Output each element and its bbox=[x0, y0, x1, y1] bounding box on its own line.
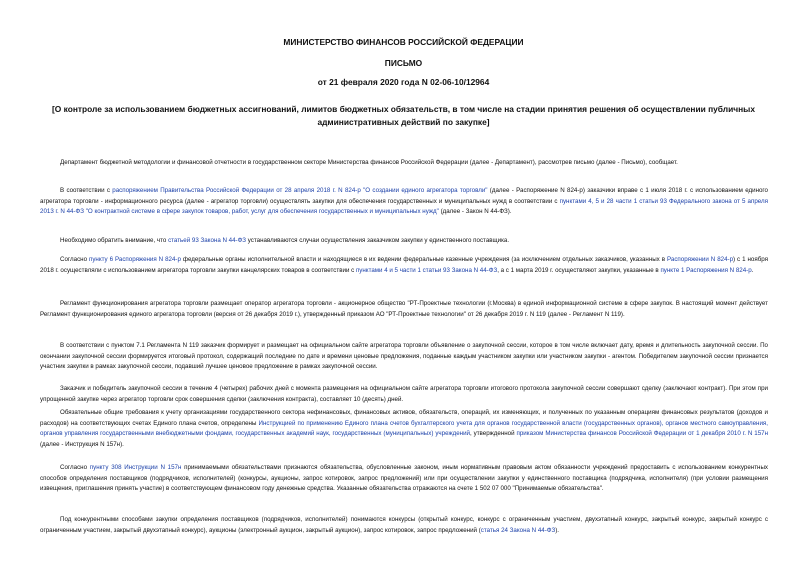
paragraph-text: устанавливаются случаи осуществления заказчиком закупки у единственного поставщика. bbox=[246, 237, 510, 244]
document-type-heading: ПИСЬМО bbox=[384, 58, 423, 68]
paragraph-text: В соответствии с пунктом 7.1 Регламента N 119 заказчик формирует и размещает на официальном сайте агрегатора торговли объявление о закупочной сессии, которое в том числе включает дату, время и длительность закупочной сессии. По окончании закупочной сессии формируется итоговый протокол, содержащий последние по дате и времени ценовые предложения, поданные каждым участником закупки или участником закупки - агентом. Победителем закупочной сессии признается участник закупки в рамках закупочной сессии, подавший лучшее ценовое предложение в рамках закупочной сессии. bbox=[40, 342, 768, 371]
paragraph bbox=[40, 299, 768, 320]
paragraph-text: Необходимо обратить внимание, что bbox=[60, 237, 169, 244]
document-link[interactable]: статья 24 Закона N 44-ФЗ bbox=[480, 526, 556, 534]
paragraph bbox=[40, 515, 768, 536]
paragraph-text: Под конкурентными способами закупки определения поставщиков (подрядчиков, исполнителей) понимаются конкурсы (открытый конкурс, конкурс с ограниченным участием, двухэтапный конкурс, закрытый конкурс, закрытый конкурс с ограниченным участием, закрытый двухэтапный конкурс), аукционы (электронный аукцион, закрытый аукцион), запрос котировок, запрос предложений ( bbox=[40, 516, 768, 534]
paragraph-text: (далее - Распоряжение N 824-р) заказчики вправе с 1 июля 2018 г. с использованием единого агрегатора торговли - информационного ресурса (далее - агрегатор торговли) осуществлять закупки для обеспечения государственных и муниципальных нужд в соответствии с bbox=[40, 187, 768, 205]
paragraph-text: , утвержденной bbox=[469, 430, 517, 438]
document-link[interactable]: приказом Министерства финансов Российской Федерации от 1 декабря 2010 г. N 157н bbox=[516, 430, 768, 438]
document-link[interactable]: статьей 93 Закона N 44-ФЗ bbox=[168, 237, 247, 244]
document-link[interactable]: Инструкцией по применению Единого плана счетов бухгалтерского учета для органов государственной власти (государственных органов), органов местного самоуправления, органов управления государственными внебюджетными фондами, государственных академий наук, государственных (муниципальных) учреждений bbox=[40, 419, 769, 438]
paragraph-text: (далее - Инструкция N 157н). bbox=[40, 440, 124, 448]
document-link[interactable]: пункту 308 Инструкции N 157н bbox=[89, 464, 182, 471]
paragraph-text: , а с 1 марта 2019 г. осуществляют закупки, указанные в bbox=[497, 266, 661, 274]
paragraph-text: федеральные органы исполнительной власти и находящиеся в их ведении федеральные казенные учреждения (за исключением отдельных заказчиков, указанных в bbox=[180, 256, 667, 263]
document-link[interactable]: пункте 1 Распоряжения N 824-р bbox=[660, 266, 752, 274]
paragraph-text: Согласно bbox=[60, 256, 89, 263]
paragraph-text: (далее - Закон N 44-ФЗ). bbox=[438, 208, 512, 216]
paragraph-text: Согласно bbox=[60, 464, 90, 471]
paragraph-text: В соответствии с bbox=[60, 187, 113, 194]
document-date-number: от 21 февраля 2020 года N 02-06-10/12964 bbox=[317, 77, 490, 87]
document-subject: [О контроле за использованием бюджетных ассигнований, лимитов бюджетных обязательств, в том числе на стадии принятия решения об осуществлении публичных административных действий по закупке] bbox=[52, 104, 755, 127]
paragraph bbox=[40, 384, 768, 405]
paragraph bbox=[40, 408, 768, 450]
paragraph-text: принимаемыми обязательствами признаются обязательства, обусловленные законом, иным нормативным правовым актом обязанности учреждений предоставить с использованием конкурентных способов определения поставщиков (подрядчиков, исполнителей) (конкурсы, аукционы, запрос котировок, запрос предложений) или при осуществлении закупки у единственного поставщика (подрядчика, исполнителя) (при условии размещения извещения, приглашения принять участие) в соответствующем финансовом году денежные средства. Указанные обязательства отражаются на счете 1 502 07 000 "Принимаемые обязательства". bbox=[40, 464, 768, 493]
document-link[interactable]: пунктами 4, 5 и 28 части 1 статьи 93 Федерального закона от 5 апреля 2013 г. N 44-ФЗ "О контрактной системе в сфере закупок товаров, работ, услуг для обеспечения государственных и муниципальных нужд" bbox=[40, 197, 768, 216]
document-link[interactable]: распоряжением Правительства Российской Федерации от 28 апреля 2018 г. N 824-р "О создании единого агрегатора торговли" bbox=[112, 187, 488, 194]
paragraph-text: Заказчик и победитель закупочной сессии в течение 4 (четырех) рабочих дней с момента размещения на официальном сайте агрегатора торговли итогового протокола закупочной сессии совершают сделку (заключают контракт). При этом при упрощенной закупке через агрегатор торговли срок совершения сделки (заключения контракта), составляет 10 (десять) дней. bbox=[40, 385, 768, 403]
paragraph bbox=[40, 463, 768, 495]
document-link[interactable]: пунктами 4 и 5 части 1 статьи 93 Закона N 44-ФЗ bbox=[355, 266, 498, 274]
paragraph bbox=[40, 186, 768, 218]
paragraph-text: ) с 1 ноября 2018 г. осуществляли с использованием агрегатора торговли закупки канцелярских товаров в соответствии с bbox=[40, 256, 768, 274]
document-link[interactable]: Распоряжении N 824-р bbox=[666, 256, 734, 263]
paragraph-text: ). bbox=[555, 526, 559, 534]
paragraph-text: Департамент бюджетной методологии и финансовой отчетности в государственном секторе Министерства финансов Российской Федерации (далее - Департамент), рассмотрев письмо (далее - Письмо), сообщает. bbox=[60, 159, 678, 166]
document-link[interactable]: пункту 6 Распоряжения N 824-р bbox=[88, 256, 181, 263]
paragraph-text: Регламент функционирования агрегатора торговли размещает оператор агрегатора торговли - акционерное общество "РТ-Проектные технологии (г.Москва) в единой информационной системе в сфере закупок. В настоящий момент действует Регламент функционирования единого агрегатора торговли (версия от 26 декабря 2019 г.), утвержденный приказом АО "РТ-Проектные технологии" от 26 декабря 2019 г. N 119 (далее - Регламент N 119). bbox=[40, 300, 768, 318]
paragraph-text: . bbox=[751, 266, 754, 274]
paragraph bbox=[40, 236, 768, 247]
paragraph-text: Обязательные общие требования к учету организациями государственного сектора нефинансовых, финансовых активов, обязательств, операций, их изменяющих, и полученных по указанным операциям финансовых результатов (доходов и расходов) на соответствующих счетах Единого плана счетов, определены bbox=[40, 409, 768, 427]
paragraph bbox=[40, 158, 768, 169]
paragraph bbox=[40, 341, 768, 373]
ministry-heading: МИНИСТЕРСТВО ФИНАНСОВ РОССИЙСКОЙ ФЕДЕРАЦИИ bbox=[283, 37, 524, 47]
paragraph bbox=[40, 255, 768, 276]
